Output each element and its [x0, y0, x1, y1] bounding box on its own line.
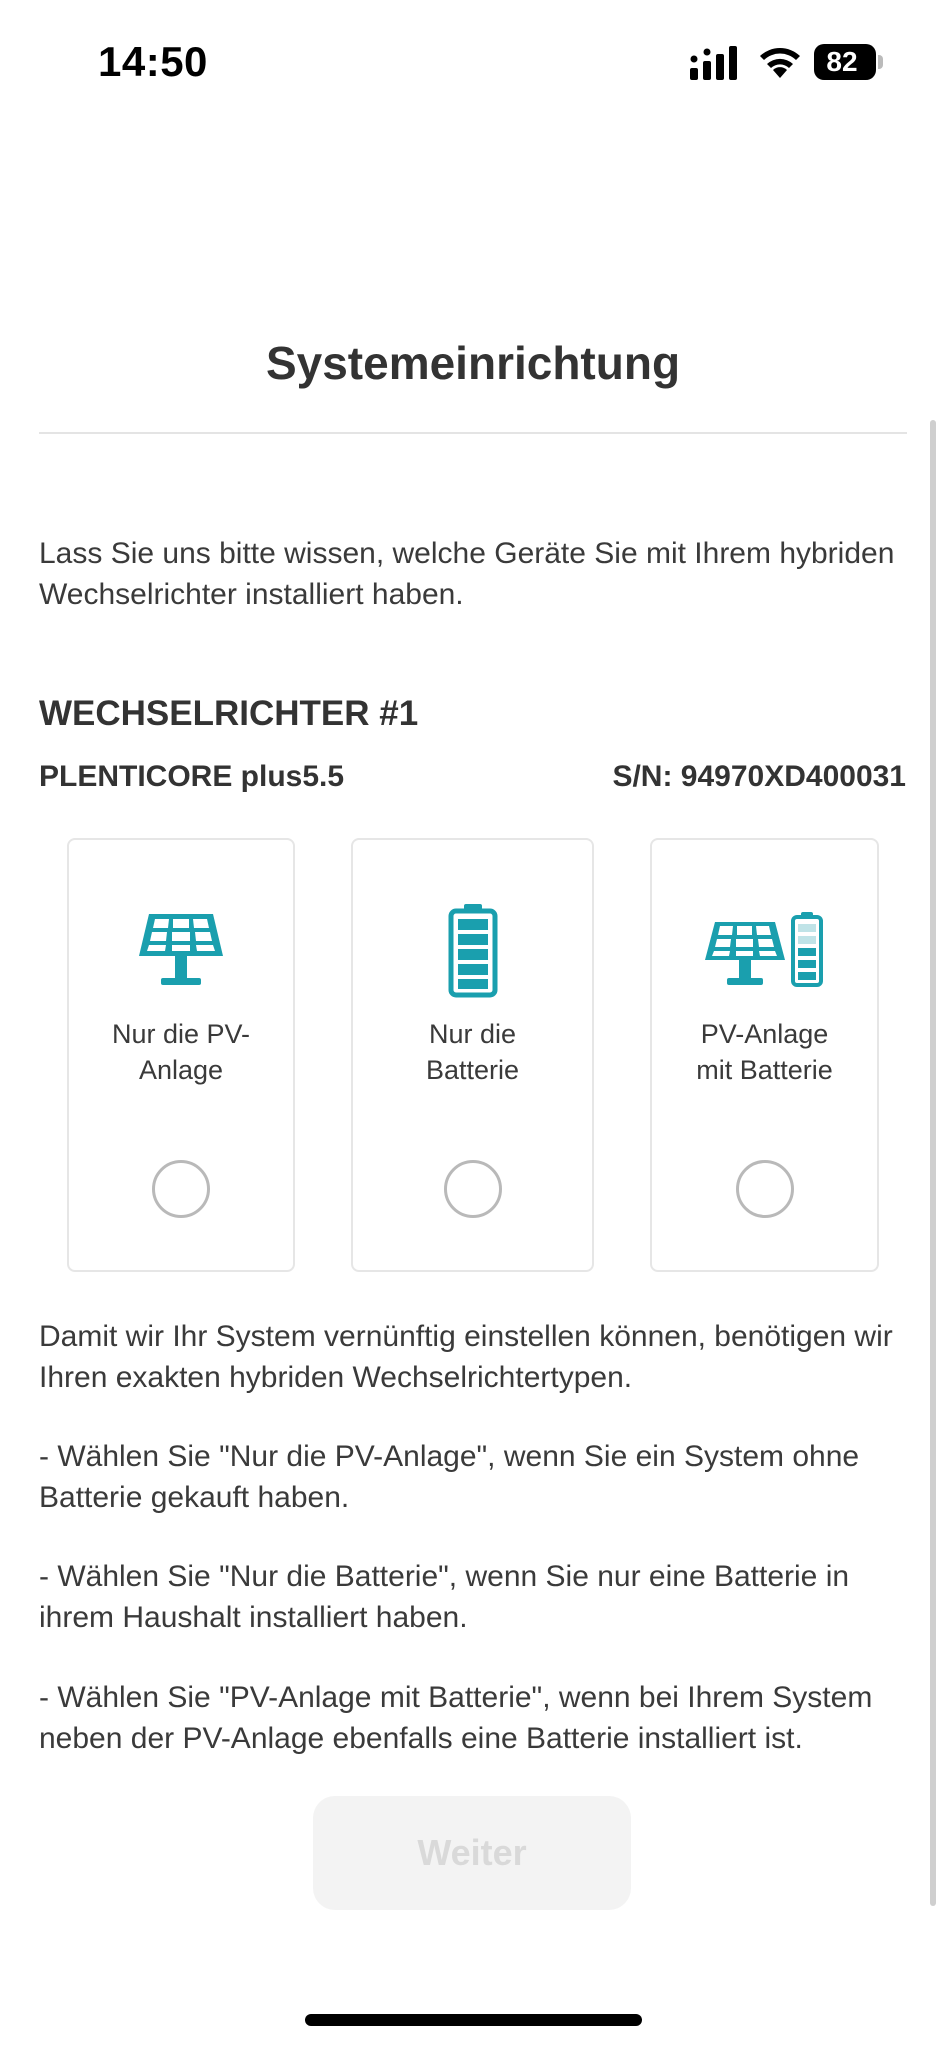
radio-pv-only[interactable] [152, 1160, 210, 1218]
option-card-battery-only[interactable] [351, 838, 594, 1272]
option-label-pv-with-battery: PV-Anlage mit Batterie [696, 1019, 833, 1085]
signal-icon [690, 46, 740, 80]
radio-pv-with-battery[interactable] [736, 1160, 794, 1218]
intro-text: Lass Sie uns bitte wissen, welche Geräte Sie mit Ihrem hybriden Wechselrichter installiert haben. [39, 537, 895, 611]
scrollbar[interactable] [930, 420, 936, 1906]
page-title: Systemeinrichtung [265, 337, 681, 389]
status-time: 14:50 [98, 38, 208, 85]
solar-with-battery-icon [705, 910, 825, 990]
inverter-heading: WECHSELRICHTER #1 [39, 694, 419, 733]
continue-button[interactable]: Weiter [313, 1796, 631, 1910]
inverter-serial: S/N: 94970XD400031 [612, 760, 906, 793]
info-paragraph-4: - Wählen Sie "PV-Anlage mit Batterie", wenn bei Ihrem System neben der PV-Anlage ebenfalls eine Batterie installiert ist. [39, 1681, 873, 1755]
option-label-battery-only: Nur die Batterie [425, 1019, 520, 1085]
wifi-icon [758, 44, 802, 78]
solar-panel-icon [137, 910, 225, 990]
inverter-model: PLENTICORE plus5.5 [39, 760, 345, 793]
battery-storage-icon [448, 902, 498, 998]
header-divider [39, 432, 907, 434]
info-paragraph-3: - Wählen Sie "Nur die Batterie", wenn Sie nur eine Batterie in ihrem Haushalt installiert haben. [39, 1560, 850, 1634]
option-label-pv-only: Nur die PV- Anlage [111, 1019, 251, 1085]
info-paragraph-2: - Wählen Sie "Nur die PV-Anlage", wenn Sie ein System ohne Batterie gekauft haben. [39, 1440, 860, 1514]
info-paragraph-1: Damit wir Ihr System vernünftig einstellen können, benötigen wir Ihren exakten hybriden Wechselrichtertypen. [39, 1320, 893, 1394]
battery-icon [814, 44, 884, 82]
radio-battery-only[interactable] [444, 1160, 502, 1218]
option-card-pv-only[interactable] [67, 838, 295, 1272]
battery-level: 82 [826, 46, 858, 77]
option-card-pv-with-battery[interactable] [650, 838, 879, 1272]
status-bar [0, 0, 946, 120]
home-indicator[interactable] [305, 2014, 642, 2026]
